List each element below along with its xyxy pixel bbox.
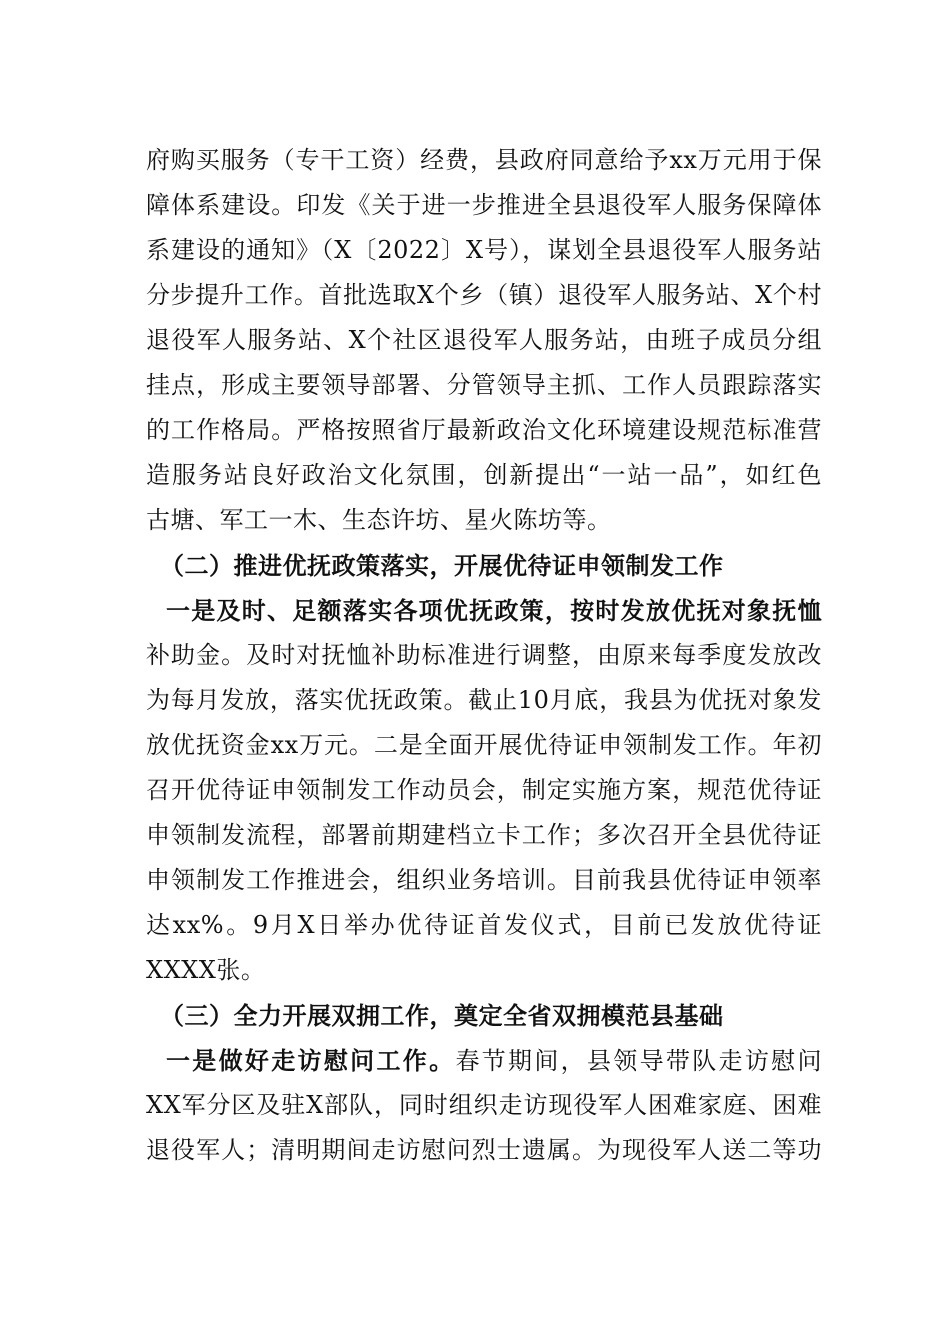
section2-line-4: 召开优待证申领制发工作动员会，制定实施方案，规范优待证 bbox=[146, 776, 822, 804]
section-heading-3: （三）全力开展双拥工作，奠定全省双拥模范县基础 bbox=[160, 1001, 724, 1030]
body-line-7: 的工作格局。严格按照省厅最新政治文化环境建设规范标准营 bbox=[146, 416, 822, 444]
section2-line-6: 申领制发工作推进会，组织业务培训。目前我县优待证申领率 bbox=[146, 866, 822, 894]
body-line-1: 府购买服务（专干工资）经费，县政府同意给予xx万元用于保 bbox=[146, 146, 822, 174]
section3-lead-rest: 春节期间，县领导带队走访慰问 bbox=[455, 1047, 822, 1075]
body-line-9: 古塘、军工一木、生态许坊、星火陈坊等。 bbox=[146, 506, 612, 534]
section2-line-1: 补助金。及时对抚恤补助标准进行调整，由原来每季度发放改 bbox=[146, 641, 822, 669]
body-line-8: 造服务站良好政治文化氛围，创新提出“一站一品”，如红色 bbox=[146, 461, 822, 489]
section2-line-2: 为每月发放，落实优抚政策。截止10月底，我县为优抚对象发 bbox=[146, 686, 822, 714]
document-body bbox=[146, 138, 822, 1173]
section2-line-5: 申领制发流程，部署前期建档立卡工作；多次召开全县优待证 bbox=[146, 821, 822, 849]
section3-lead-line bbox=[146, 1038, 822, 1083]
section2-line-3: 放优抚资金xx万元。二是全面开展优待证申领制发工作。年初 bbox=[146, 731, 822, 759]
section2-line-7: 达xx%。9月X日举办优待证首发仪式，目前已发放优待证 bbox=[146, 911, 822, 939]
section-heading-2: （二）推进优抚政策落实，开展优待证申领制发工作 bbox=[160, 551, 724, 580]
body-line-5: 退役军人服务站、X个社区退役军人服务站，由班子成员分组 bbox=[146, 326, 822, 354]
section2-lead-line: 一是及时、足额落实各项优抚政策，按时发放优抚对象抚恤 bbox=[166, 596, 822, 625]
body-line-6: 挂点，形成主要领导部署、分管领导主抓、工作人员跟踪落实 bbox=[146, 371, 822, 399]
section3-line-1: XX军分区及驻X部队，同时组织走访现役军人困难家庭、困难 bbox=[146, 1091, 822, 1119]
body-line-2: 障体系建设。印发《关于进一步推进全县退役军人服务保障体 bbox=[146, 191, 822, 219]
section2-line-8: XXXX张。 bbox=[146, 956, 266, 984]
section3-line-2: 退役军人；清明期间走访慰问烈士遗属。为现役军人送二等功 bbox=[146, 1136, 822, 1164]
body-line-3: 系建设的通知》（X〔2022〕X号），谋划全县退役军人服务站 bbox=[146, 236, 822, 264]
body-line-4: 分步提升工作。首批选取X个乡（镇）退役军人服务站、X个村 bbox=[146, 281, 822, 309]
section3-lead-bold: 一是做好走访慰问工作。 bbox=[166, 1046, 456, 1075]
